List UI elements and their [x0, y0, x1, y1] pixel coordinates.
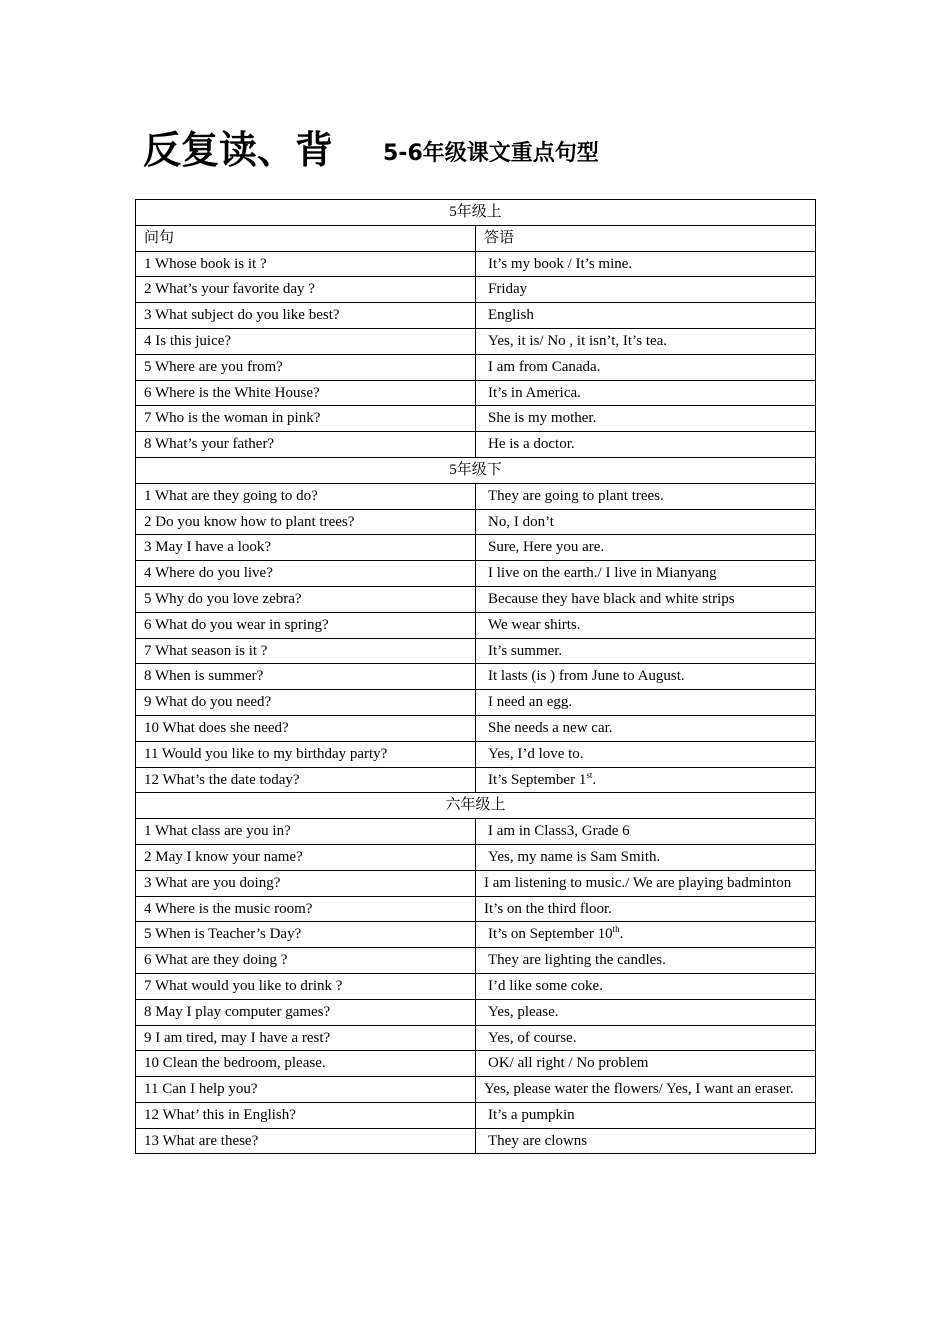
answer-cell: I’d like some coke. — [476, 973, 816, 999]
section-heading: 5年级下 — [136, 457, 816, 483]
table-row — [136, 1102, 816, 1128]
answer-cell: I need an egg. — [476, 690, 816, 716]
question-cell: 7 What season is it ? — [136, 638, 476, 664]
answer-text: It’s September 1 — [488, 771, 587, 788]
question-cell: 13 What are these? — [136, 1128, 476, 1154]
table-row — [136, 922, 816, 948]
table-row — [136, 638, 816, 664]
question-cell: 2 Do you know how to plant trees? — [136, 509, 476, 535]
question-cell: 3 What are you doing? — [136, 870, 476, 896]
section-heading: 六年级上 — [136, 793, 816, 819]
question-cell: 6 Where is the White House? — [136, 380, 476, 406]
table-row — [136, 870, 816, 896]
sentence-table — [135, 199, 816, 1154]
answer-cell: Friday — [476, 277, 816, 303]
section-row — [136, 793, 816, 819]
answer-cell: Yes, please. — [476, 999, 816, 1025]
question-cell: 9 I am tired, may I have a rest? — [136, 1025, 476, 1051]
question-cell: 8 When is summer? — [136, 664, 476, 690]
table-row — [136, 690, 816, 716]
title-subtitle: 5-6年级课文重点句型 — [383, 141, 599, 166]
question-cell: 8 May I play computer games? — [136, 999, 476, 1025]
question-cell: 1 What are they going to do? — [136, 483, 476, 509]
question-cell: 8 What’s your father? — [136, 432, 476, 458]
question-cell: 6 What are they doing ? — [136, 948, 476, 974]
answer-cell: Yes, I’d love to. — [476, 741, 816, 767]
table-row — [136, 767, 816, 793]
table-row — [136, 1025, 816, 1051]
answer-cell: She needs a new car. — [476, 715, 816, 741]
table-row — [136, 328, 816, 354]
table-row — [136, 354, 816, 380]
section-heading: 5年级上 — [136, 200, 816, 226]
table-row — [136, 1051, 816, 1077]
answer-cell: They are lighting the candles. — [476, 948, 816, 974]
question-cell: 11 Would you like to my birthday party? — [136, 741, 476, 767]
section-row — [136, 457, 816, 483]
table-row — [136, 406, 816, 432]
table-row — [136, 509, 816, 535]
question-cell: 12 What’ this in English? — [136, 1102, 476, 1128]
header-row — [136, 225, 816, 251]
answer-cell: I am listening to music./ We are playing badminton — [476, 870, 816, 896]
answer-cell: It’s summer. — [476, 638, 816, 664]
answer-cell: It lasts (is ) from June to August. — [476, 664, 816, 690]
question-cell: 10 Clean the bedroom, please. — [136, 1051, 476, 1077]
answer-cell: He is a doctor. — [476, 432, 816, 458]
table-row — [136, 844, 816, 870]
table-row — [136, 741, 816, 767]
answer-cell: Yes, my name is Sam Smith. — [476, 844, 816, 870]
answer-cell: It’s in America. — [476, 380, 816, 406]
table-row — [136, 1077, 816, 1103]
table-row — [136, 303, 816, 329]
answer-text: It’s on September 10 — [488, 926, 613, 943]
question-cell: 1 Whose book is it ? — [136, 251, 476, 277]
table-row — [136, 948, 816, 974]
table-row — [136, 535, 816, 561]
question-cell: 5 Where are you from? — [136, 354, 476, 380]
ordinal-suffix: st — [586, 769, 593, 780]
question-cell: 11 Can I help you? — [136, 1077, 476, 1103]
answer-cell: I live on the earth./ I live in Mianyang — [476, 561, 816, 587]
answer-cell: It’s on the third floor. — [476, 896, 816, 922]
table-row — [136, 277, 816, 303]
question-cell: 3 What subject do you like best? — [136, 303, 476, 329]
table-row — [136, 432, 816, 458]
answer-cell: We wear shirts. — [476, 612, 816, 638]
answer-cell — [476, 922, 816, 948]
answer-cell: Yes, please water the flowers/ Yes, I want an eraser. — [476, 1077, 816, 1103]
question-cell: 7 Who is the woman in pink? — [136, 406, 476, 432]
ordinal-suffix: th — [612, 924, 620, 935]
question-cell: 3 May I have a look? — [136, 535, 476, 561]
table-row — [136, 561, 816, 587]
title-main: 反复读、背 — [143, 128, 334, 172]
table-row — [136, 999, 816, 1025]
question-cell: 7 What would you like to drink ? — [136, 973, 476, 999]
question-cell: 10 What does she need? — [136, 715, 476, 741]
question-cell: 2 May I know your name? — [136, 844, 476, 870]
table-row — [136, 251, 816, 277]
question-cell: 1 What class are you in? — [136, 819, 476, 845]
answer-cell: She is my mother. — [476, 406, 816, 432]
answer-cell: Yes, of course. — [476, 1025, 816, 1051]
question-cell: 5 Why do you love zebra? — [136, 586, 476, 612]
question-cell: 6 What do you wear in spring? — [136, 612, 476, 638]
answer-cell: They are going to plant trees. — [476, 483, 816, 509]
answer-tail: . — [619, 926, 624, 943]
question-cell: 9 What do you need? — [136, 690, 476, 716]
question-cell: 4 Where is the music room? — [136, 896, 476, 922]
answer-cell: I am from Canada. — [476, 354, 816, 380]
question-cell: 4 Where do you live? — [136, 561, 476, 587]
table-row — [136, 586, 816, 612]
answer-cell: They are clowns — [476, 1128, 816, 1154]
answer-cell: It’s a pumpkin — [476, 1102, 816, 1128]
answer-cell: No, I don’t — [476, 509, 816, 535]
table-row — [136, 612, 816, 638]
section-row — [136, 200, 816, 226]
question-column-header: 问句 — [136, 225, 476, 251]
table-row — [136, 483, 816, 509]
answer-cell: Sure, Here you are. — [476, 535, 816, 561]
answer-cell — [476, 767, 816, 793]
answer-column-header: 答语 — [476, 225, 816, 251]
table-row — [136, 1128, 816, 1154]
answer-cell: It’s my book / It’s mine. — [476, 251, 816, 277]
answer-cell: Yes, it is/ No , it isn’t, It’s tea. — [476, 328, 816, 354]
question-cell: 4 Is this juice? — [136, 328, 476, 354]
answer-cell: I am in Class3, Grade 6 — [476, 819, 816, 845]
answer-cell: Because they have black and white strips — [476, 586, 816, 612]
answer-cell: English — [476, 303, 816, 329]
table-row — [136, 664, 816, 690]
table-row — [136, 896, 816, 922]
answer-cell: OK/ all right / No problem — [476, 1051, 816, 1077]
table-row — [136, 973, 816, 999]
answer-tail: . — [592, 771, 597, 788]
table-row — [136, 819, 816, 845]
question-cell: 12 What’s the date today? — [136, 767, 476, 793]
question-cell: 2 What’s your favorite day ? — [136, 277, 476, 303]
table-row — [136, 715, 816, 741]
question-cell: 5 When is Teacher’s Day? — [136, 922, 476, 948]
table-row — [136, 380, 816, 406]
